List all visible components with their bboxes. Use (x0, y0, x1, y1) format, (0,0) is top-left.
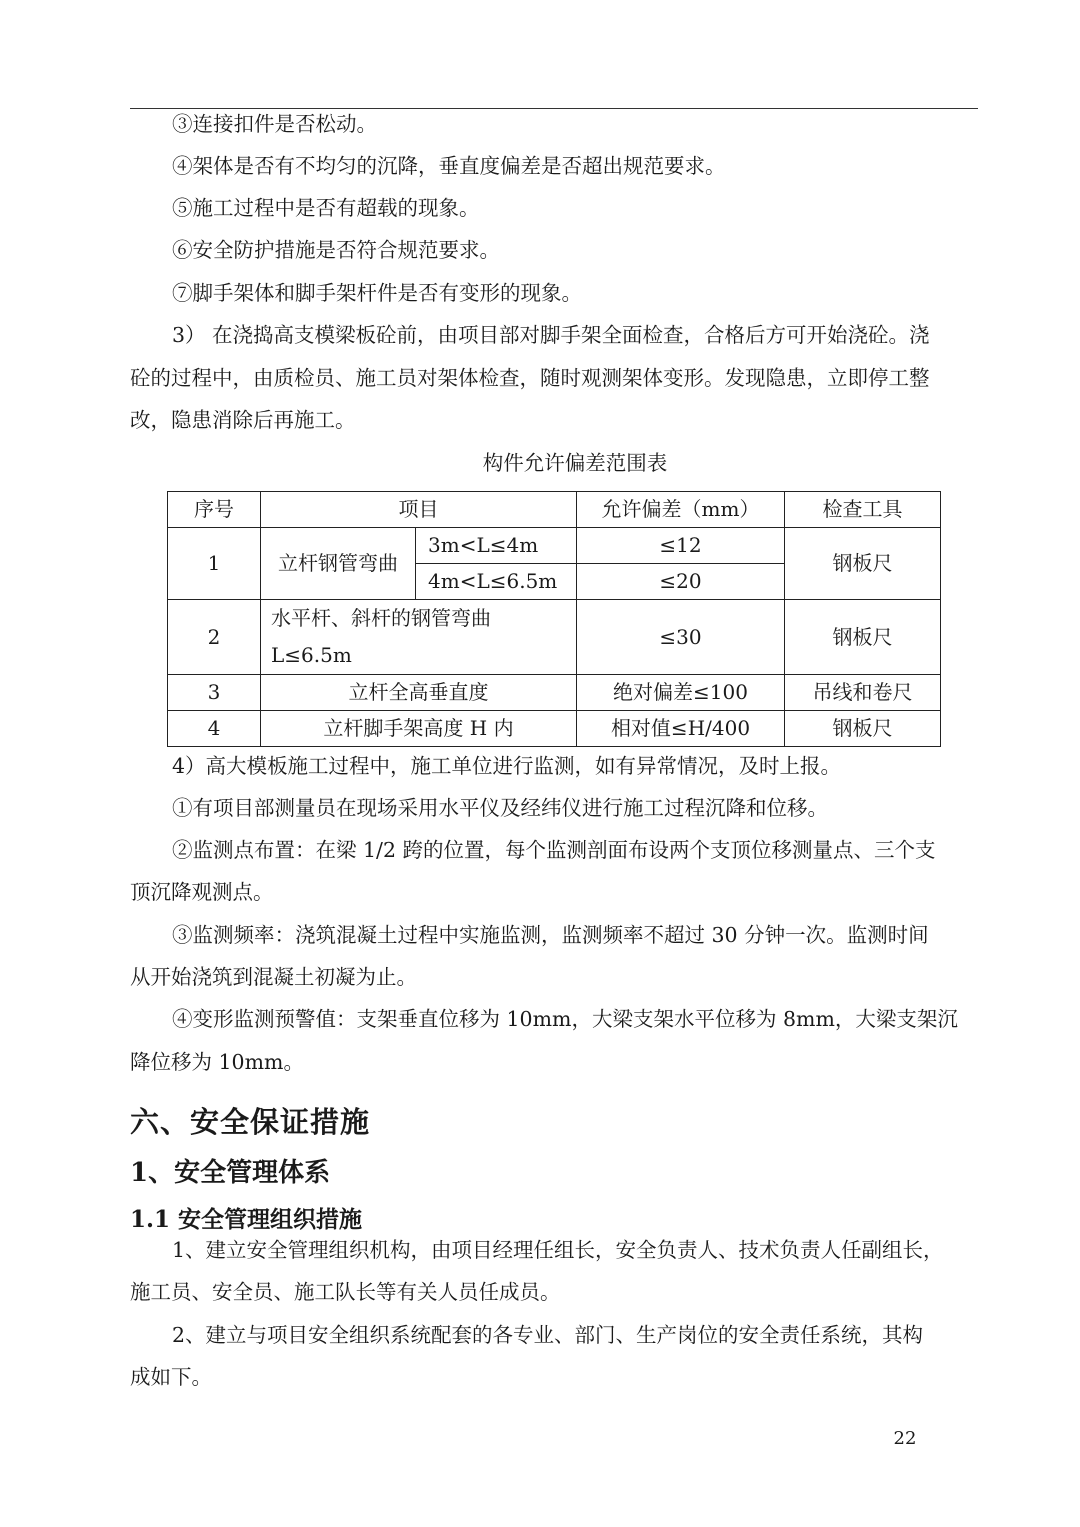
monitor-item-2-line1: ②监测点布置：在梁 1/2 跨的位置，每个监测剖面布设两个支顶位移测量点、三个支 (172, 838, 936, 862)
check-item-6: ⑥安全防护措施是否符合规范要求。 (172, 238, 500, 262)
section6-p1-line1: 1、建立安全管理组织机构，由项目经理任组长，安全负责人、技术负责人任副组长， (172, 1238, 944, 1262)
header-no: 序号 (168, 492, 261, 528)
header-tool: 检查工具 (785, 492, 941, 528)
row4-tol: 相对值≤H/400 (577, 711, 785, 747)
row1-no: 1 (168, 528, 261, 600)
header-tolerance: 允许偏差（mm） (577, 492, 785, 528)
monitor-item-3-line1: ③监测频率：浇筑混凝土过程中实施监测，监测频率不超过 30 分钟一次。监测时间 (172, 923, 929, 947)
page-number: 22 (893, 1428, 917, 1449)
row2-item-line2: L≤6.5m (271, 643, 352, 667)
table-row (168, 528, 941, 564)
row2-no: 2 (168, 600, 261, 675)
check-item-7: ⑦脚手架体和脚手架杆件是否有变形的现象。 (172, 281, 582, 305)
row4-tool: 钢板尺 (785, 711, 941, 747)
para3-line1: 3） 在浇捣高支模梁板砼前，由项目部对脚手架全面检查，合格后方可开始浇砼。浇 (172, 323, 930, 347)
row4-item: 立杆脚手架高度 H 内 (261, 711, 577, 747)
section-6-1-title: 1、安全管理体系 (130, 1158, 331, 1188)
row3-tol: 绝对偏差≤100 (577, 675, 785, 711)
row2-item (261, 600, 577, 675)
para3-line3: 改，隐患消除后再施工。 (130, 408, 356, 432)
row1-item: 立杆钢管弯曲 (261, 528, 416, 600)
check-item-5: ⑤施工过程中是否有超载的现象。 (172, 196, 480, 220)
row3-tool: 吊线和卷尺 (785, 675, 941, 711)
check-item-4: ④架体是否有不均匀的沉降，垂直度偏差是否超出规范要求。 (172, 154, 726, 178)
row1-tol2: ≤20 (577, 564, 785, 600)
header-item: 项目 (261, 492, 577, 528)
table-caption: 构件允许偏差范围表 (482, 451, 668, 475)
row4-no: 4 (168, 711, 261, 747)
row2-tol: ≤30 (577, 600, 785, 675)
table-row (168, 711, 941, 747)
tolerance-table (167, 491, 941, 747)
section-6-1-1-title: 1.1 安全管理组织措施 (130, 1206, 363, 1233)
monitor-item-3-line2: 从开始浇筑到混凝土初凝为止。 (130, 965, 417, 989)
section-6-title: 六、安全保证措施 (130, 1105, 371, 1139)
row1-sub2: 4m<L≤6.5m (416, 564, 577, 600)
row2-tool: 钢板尺 (785, 600, 941, 675)
monitor-item-4-line2: 降位移为 10mm。 (130, 1050, 304, 1074)
monitor-item-1: ①有项目部测量员在现场采用水平仪及经纬仪进行施工过程沉降和位移。 (172, 796, 828, 820)
table-row (168, 675, 941, 711)
row3-item: 立杆全高垂直度 (261, 675, 577, 711)
row1-sub1: 3m<L≤4m (416, 528, 577, 564)
para4-intro: 4）高大模板施工过程中，施工单位进行监测，如有异常情况，及时上报。 (172, 754, 842, 778)
monitor-item-2-line2: 顶沉降观测点。 (130, 880, 274, 904)
monitor-item-4-line1: ④变形监测预警值：支架垂直位移为 10mm，大梁支架水平位移为 8mm，大梁支架沉 (172, 1007, 958, 1031)
check-item-3: ③连接扣件是否松动。 (172, 112, 377, 136)
row3-no: 3 (168, 675, 261, 711)
para3-line2: 砼的过程中，由质检员、施工员对架体检查，随时观测架体变形。发现隐患，立即停工整 (130, 366, 930, 390)
section6-p1-line2: 施工员、安全员、施工队长等有关人员任成员。 (130, 1280, 561, 1304)
table-row (168, 600, 941, 675)
row1-tol1: ≤12 (577, 528, 785, 564)
row2-item-line1: 水平杆、斜杆的钢管弯曲 (271, 606, 491, 630)
table-header-row (168, 492, 941, 528)
section6-p2-line1: 2、建立与项目安全组织系统配套的各专业、部门、生产岗位的安全责任系统，其构 (172, 1323, 924, 1347)
section6-p2-line2: 成如下。 (130, 1365, 212, 1389)
row1-tool: 钢板尺 (785, 528, 941, 600)
